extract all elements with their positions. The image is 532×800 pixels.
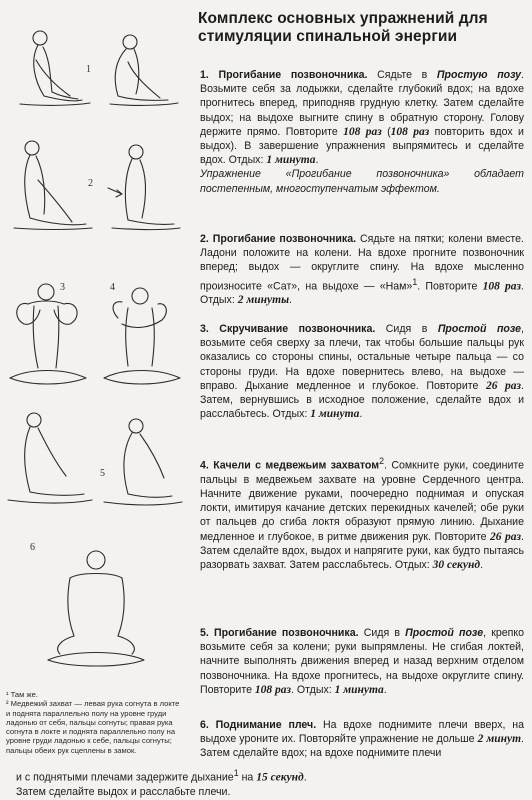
exercise-6-heading: 6. Поднимание плеч. xyxy=(200,719,317,731)
exercise-6 xyxy=(200,718,524,761)
exercise-2-text: . Повторите xyxy=(417,280,483,293)
figure-1-arch-forward xyxy=(20,31,90,105)
exercise-5-text: Сидя в xyxy=(358,627,406,639)
exercise-2-text: . Отдых: xyxy=(200,280,524,307)
figure-label-6: 6 xyxy=(30,542,35,553)
figure-5-round-back xyxy=(104,419,182,505)
footnote-ref: 1 xyxy=(412,276,418,287)
exercise-5-heading: 5. Прогибание позвоночника. xyxy=(200,627,359,639)
exercise-3-text: . xyxy=(359,408,363,421)
exercise-3-text: Сидя в xyxy=(375,323,438,335)
exercise-5 xyxy=(200,626,524,697)
exercise-2-heading: 2. Прогибание позвоночника. xyxy=(200,233,357,245)
exercise-6-text: На вдохе поднимите плечи вверх, на выдохе уроните их. Повторяйте упражнение не дольше xyxy=(200,719,524,746)
exercise-4-text: . Сомкните руки, соедините пальцы в медвежьем захвате на уровне Сердечного центра. Начните движение руками, поочередно поднимая и опуская локти, имитируя качание детских перекидных качелей; обе руки от пальцев до сгиба локтя образуют прямую линию. Дыхание медленное и глубокое, в ритме движения рук. Повторите xyxy=(200,459,524,543)
exercise-5-text: , крепко возьмите себя за колени; руки выпрямлены. Не сгибая локтей, начните выполнять движения вперед и назад верхним отделом позвоночника. На вдохе прогнитесь, на выдохе округлите спину. Повторите xyxy=(200,627,525,696)
exercise-1 xyxy=(200,68,524,196)
illustrations-column xyxy=(0,0,188,800)
pose-name: Простую позу xyxy=(436,69,522,81)
exercise-3-text: . Затем, вернувшись в исходное положение, сделайте вдох и расслабьтесь. Отдых: xyxy=(200,379,524,421)
hold-duration: 15 секунд xyxy=(256,771,304,784)
rest-duration: 30 секунд xyxy=(432,558,481,571)
exercise-4-heading: 4. Качели с медвежьим захватом xyxy=(200,459,380,472)
exercise-1-text: повторить вдох и выдох). В завершение упражнения выпрямитесь и сделайте вдох. Отдых: xyxy=(200,125,524,167)
repetitions: 26 раз xyxy=(485,379,522,392)
continuation-text: на xyxy=(238,771,257,784)
repetitions: 108 раз xyxy=(343,125,382,138)
repetitions: 108 раз xyxy=(482,280,522,293)
figure-label-5: 5 xyxy=(100,468,105,479)
footnote-ref: 2 xyxy=(379,456,385,466)
footnotes xyxy=(6,690,184,755)
exercise-4 xyxy=(200,454,524,572)
rest-duration: 1 минута xyxy=(310,408,360,421)
exercise-6-text: . Затем сделайте вдох; на вдохе поднимите плечи xyxy=(200,733,524,760)
rest-duration: 1 минута xyxy=(266,154,316,167)
figure-6-shoulder-shrugs xyxy=(48,551,144,666)
footnote-2: ² Медвежий захват — левая рука согнута в локте и поднята параллельно полу на уровне груди ладонью от себя, пальцы согнуты; правая рука согнута в локте и поднята параллельно полу на уровне груди ладонью к себе, пальцы согнуты; пальцы обеих рук сцеплены в замок. xyxy=(6,699,180,755)
figure-2-arch-forward xyxy=(14,141,92,230)
figure-2-round-back xyxy=(108,145,180,230)
exercise-1-text: . xyxy=(315,154,319,167)
figure-5-arch-forward xyxy=(8,413,92,503)
exercise-4-text: . Затем сделайте вдох, выдох и напрягите руки, как будто пытаясь разорвать захват. Затем расслабьтесь. Отдых: xyxy=(200,530,524,571)
figure-label-1: 1 xyxy=(86,64,91,75)
duration: 2 минут xyxy=(477,733,522,746)
figure-label-3: 3 xyxy=(60,282,65,293)
continuation-text: и с поднятыми плечами задержите дыхание xyxy=(16,771,234,784)
repetitions: 26 раз xyxy=(490,530,522,543)
exercise-2-text: Сядьте на пятки; колени вместе. Ладони положите на колени. На вдохе прогните позвоночник вперед; выдох — округлите спину. На вдохе мысленно произносите «Сат», на выдохе — «Нам» xyxy=(200,233,524,293)
figure-label-4: 4 xyxy=(110,282,115,293)
exercise-6-continuation xyxy=(16,766,328,799)
repetitions: 108 раз xyxy=(390,125,430,138)
footnote-1: ¹ Там же. xyxy=(6,690,38,699)
exercise-illustrations xyxy=(0,0,188,690)
exercise-5-text: . Отдых: xyxy=(291,683,335,696)
rest-duration: 2 минуты xyxy=(237,294,290,307)
footnote-ref: 1 xyxy=(233,768,239,778)
exercise-3 xyxy=(200,322,524,421)
pose-name: Простой позе xyxy=(437,323,522,335)
exercise-3-heading: 3. Скручивание позвоночника. xyxy=(200,323,376,335)
exercise-5-text: . xyxy=(383,683,387,696)
rest-duration: 1 минута xyxy=(334,683,384,696)
exercise-1-text: Сядьте в xyxy=(367,69,437,81)
exercise-1-note: Упражнение «Прогибание позвоночника» обладает постепенным, многоступенчатым эффектом. xyxy=(200,168,524,195)
exercise-4-text: . xyxy=(480,558,484,571)
exercise-1-text: ( xyxy=(381,125,391,138)
exercise-2-text: . xyxy=(289,294,292,307)
continuation-text: . Затем сделайте выдох и расслабьте плечи. xyxy=(16,771,307,798)
exercise-2 xyxy=(200,232,524,308)
exercise-1-heading: 1. Прогибание позвоночника. xyxy=(200,69,368,81)
figure-label-2: 2 xyxy=(88,178,93,189)
repetitions: 108 раз xyxy=(254,683,292,696)
page-title: Комплекс основных упражнений для стимуляции спинальной энергии xyxy=(198,10,488,45)
exercise-1-text: . Возьмите себя за лодыжки, сделайте глубокий вдох; на вдохе прогнитесь вперед, приподняв грудную клетку. Затем сделайте выдох; на выдохе выгните спину в обратную сторону. Голову держите прямо. Повторите xyxy=(200,69,524,138)
figure-4-bear-grip xyxy=(104,288,180,384)
figure-1-round-back xyxy=(110,35,178,105)
figure-3-spinal-twist xyxy=(10,284,86,384)
exercise-3-text: , возьмите себя сверху за плечи, так чтобы большие пальцы рук оказались со стороны спины, остальные четыре пальца — со стороны груди. На вдохе повернитесь влево, на выдохе — вправо. Дыхание медленное и глубокое. Повторите xyxy=(200,323,524,392)
pose-name: Простой позе xyxy=(405,627,484,639)
